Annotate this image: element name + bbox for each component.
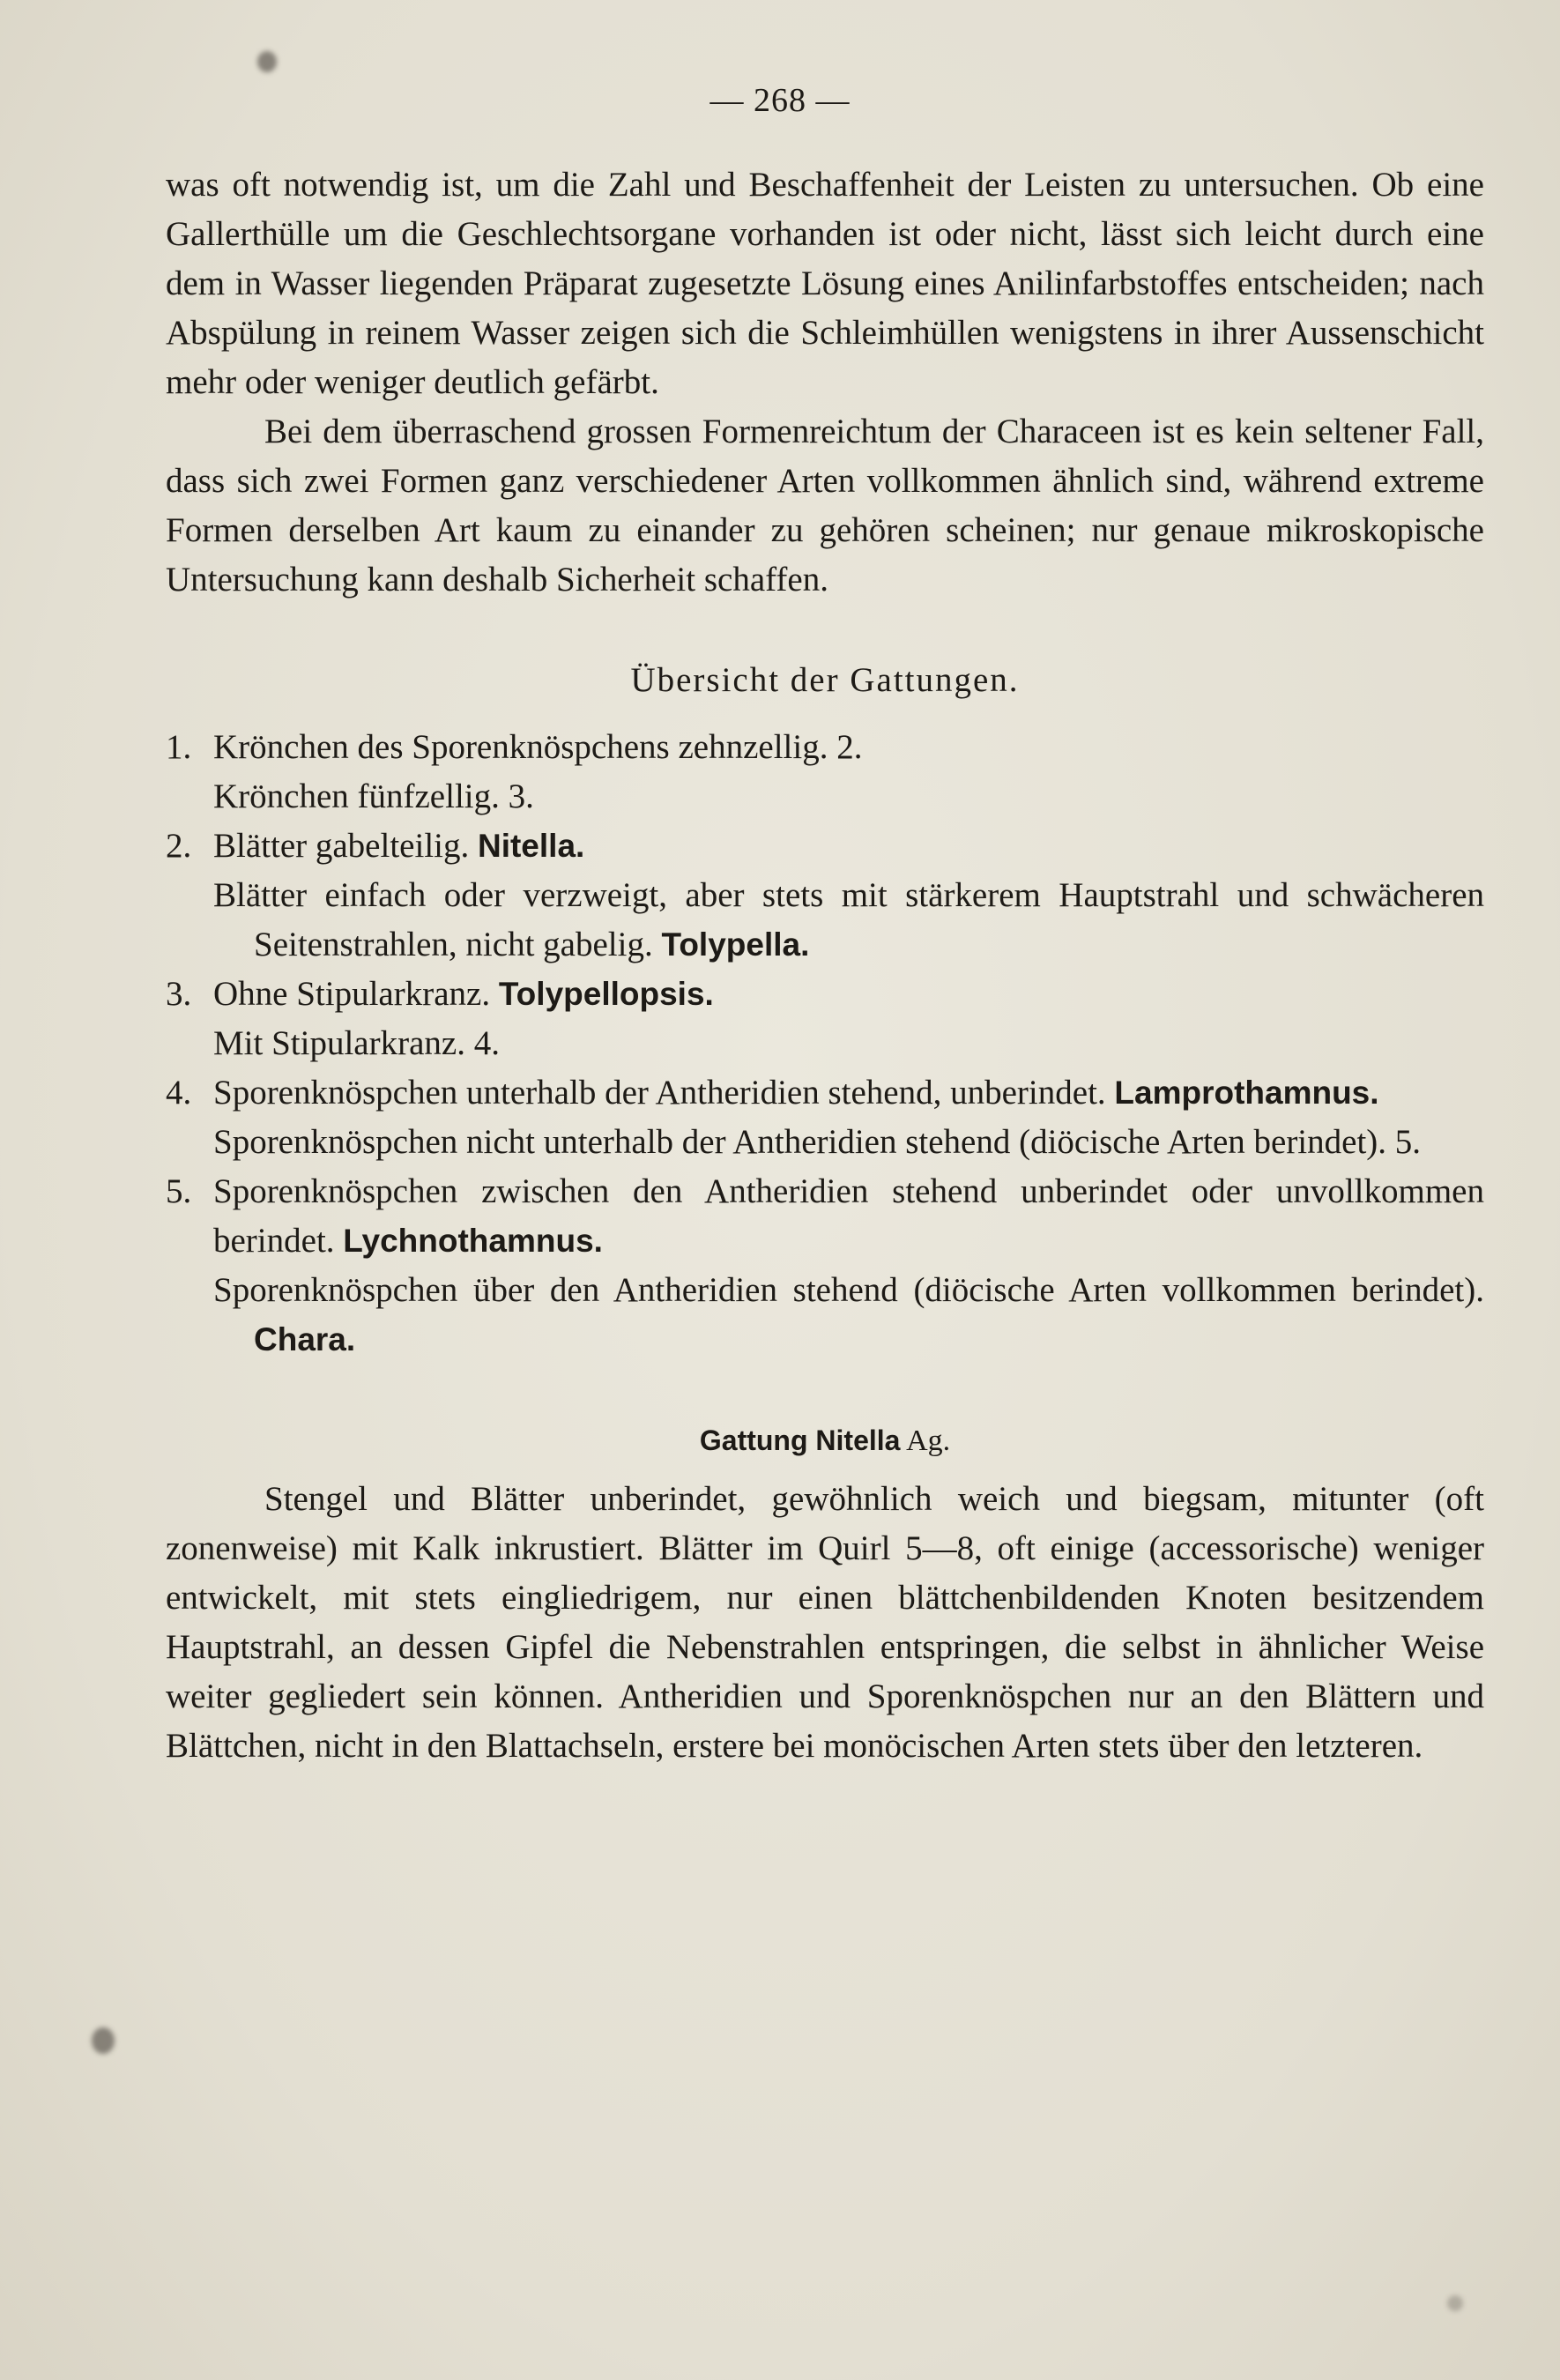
dust-speck bbox=[1447, 2295, 1463, 2311]
genus-description: Stengel und Blätter unberindet, gewöhnlich weich und biegsam, mitunter (oft zonenweise) mit Kalk inkrustiert. Blätter im Quirl 5—8, oft einige (accessorische) weniger entwickelt, mit stets eingliedrigem, nur einen blättchenbildenden Knoten besitzendem Hauptstrahl, an dessen Gipfel die Nebenstrahlen entspringen, die selbst in ähnlicher Weise weiter gegliedert sein können. Antheridien und Sporenknöspchen nur an den Blättern und Blättchen, nicht in den Blattachseln, erstere bei monöcischen Arten stets über den letzteren. bbox=[166, 1480, 1484, 1765]
paragraph-formenreichtum: Bei dem überraschend grossen Formenreichtum der Characeen ist es kein seltener Fall, dass sich zwei Formen ganz verschiedener Arten vollkommen ähnlich sind, während extreme Formen derselben Art kaum zu einander zu gehören scheinen; nur genaue mikroskopische Untersuchung kann deshalb Sicherheit schaffen. bbox=[166, 413, 1484, 599]
key-alternative bbox=[166, 1266, 1484, 1365]
dust-speck bbox=[257, 51, 277, 72]
dust-speck bbox=[92, 2027, 115, 2054]
key-alt-text: Sporenknöspchen über den Antheridien stehend (diöcische Arten vollkommen berindet). bbox=[213, 1271, 1484, 1309]
key-alternative: Krönchen fünfzellig. 3. bbox=[213, 777, 534, 815]
key-couplet-5 bbox=[166, 1167, 1484, 1266]
key-heading: Übersicht der Gattungen. bbox=[630, 661, 1020, 699]
key-couplet-3 bbox=[166, 970, 1484, 1019]
key-couplet-4 bbox=[166, 1068, 1484, 1118]
genus-name: Lamprothamnus. bbox=[1114, 1075, 1379, 1111]
genus-name: Tolypella. bbox=[661, 926, 810, 963]
page-body bbox=[166, 160, 1484, 1771]
key-lead bbox=[213, 970, 1484, 1019]
genus-name: Lychnothamnus. bbox=[343, 1223, 603, 1259]
key-lead-text: Blätter gabelteilig. bbox=[213, 827, 470, 865]
key-number: 4. bbox=[166, 1074, 192, 1112]
key-alternative bbox=[166, 871, 1484, 970]
key-lead bbox=[213, 822, 1484, 871]
key-lead bbox=[213, 1167, 1484, 1266]
genus-name: Nitella. bbox=[477, 828, 585, 864]
key-couplet-1 bbox=[166, 723, 1484, 772]
key-lead-text: Sporenknöspchen unterhalb der Antheridien stehend, unberindet. bbox=[213, 1074, 1106, 1112]
page-number: — 268 — bbox=[709, 82, 851, 119]
genus-name: Tolypellopsis. bbox=[498, 976, 714, 1012]
key-number: 1. bbox=[166, 728, 192, 766]
key-number: 5. bbox=[166, 1172, 192, 1210]
paragraph-continued: was oft notwendig ist, um die Zahl und Beschaffenheit der Leisten zu untersuchen. Ob eine Gallerthülle um die Geschlechtsorgane vorhanden ist oder nicht, lässt sich leicht durch eine dem in Wasser liegenden Präparat zugesetzte Lösung eines Anilinfarbstoffes entscheiden; nach Abspülung in reinem Wasser zeigen sich die Schleimhüllen wenigstens in ihrer Aussenschicht mehr oder weniger deutlich gefärbt. bbox=[166, 166, 1484, 401]
key-couplet-2 bbox=[166, 822, 1484, 871]
genus-heading-author: Ag. bbox=[906, 1424, 951, 1457]
key-number: 2. bbox=[166, 827, 192, 865]
genus-heading bbox=[166, 1416, 1484, 1466]
genus-name: Chara. bbox=[254, 1321, 356, 1357]
key-lead-text: Sporenknöspchen zwischen den Antheridien stehend unberindet oder unvollkommen berindet. bbox=[213, 1172, 1484, 1260]
genus-key bbox=[166, 723, 1484, 1365]
key-lead: Krönchen des Sporenknöspchens zehnzellig. 2. bbox=[213, 728, 863, 766]
key-alternative: Mit Stipularkranz. 4. bbox=[213, 1024, 500, 1062]
key-lead bbox=[213, 1068, 1484, 1118]
key-alternative: Sporenknöspchen nicht unterhalb der Antheridien stehend (diöcische Arten berindet). 5. bbox=[213, 1123, 1422, 1161]
genus-heading-name: Gattung Nitella bbox=[699, 1424, 901, 1456]
key-number: 3. bbox=[166, 975, 192, 1013]
key-lead-text: Ohne Stipularkranz. bbox=[213, 975, 491, 1013]
key-alt-text: Blätter einfach oder verzweigt, aber stets mit stärkerem Hauptstrahl und schwächeren Seitenstrahlen, nicht gabelig. bbox=[213, 876, 1484, 963]
